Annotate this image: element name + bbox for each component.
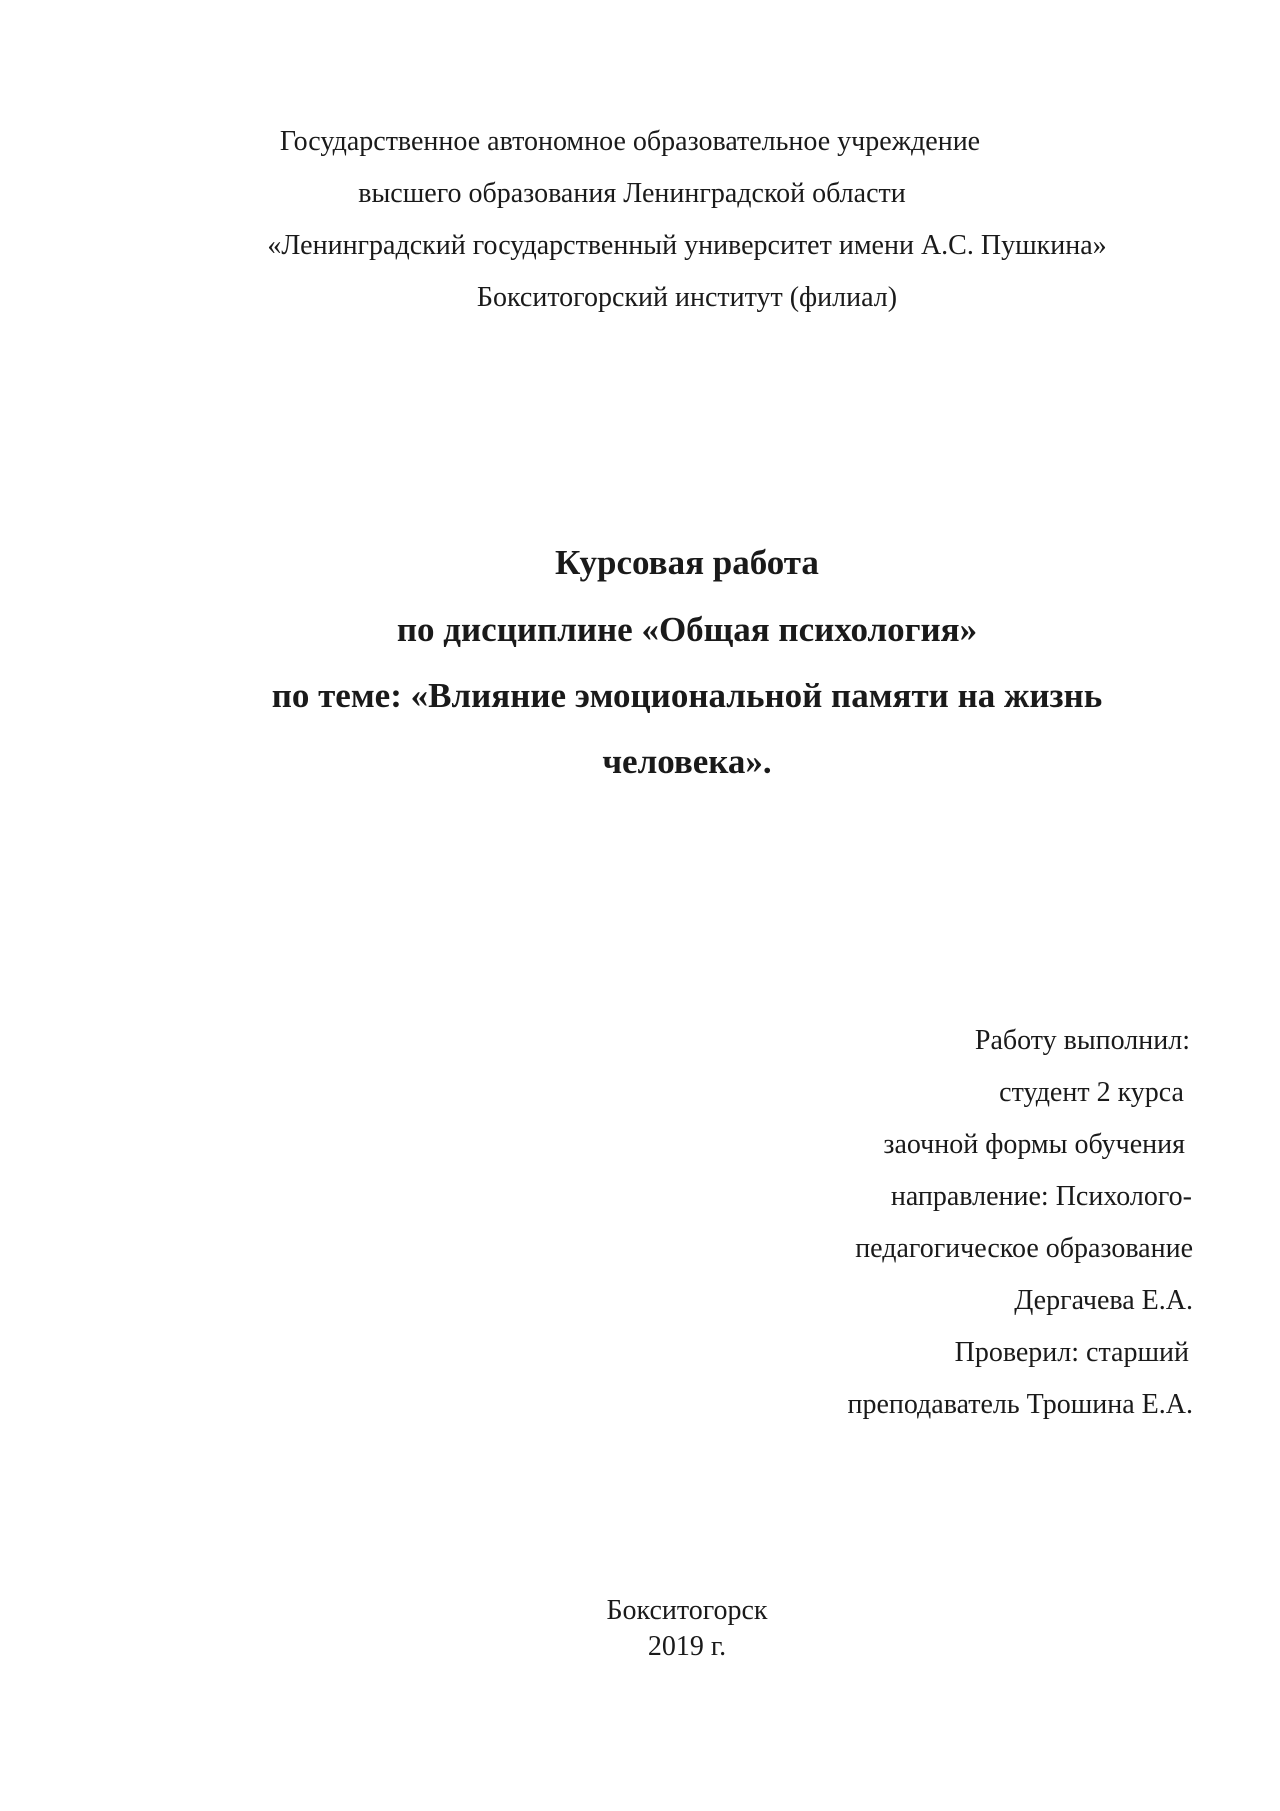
header-line-university: «Ленинградский государственный университет имени А.С. Пушкина» <box>267 230 1107 261</box>
reviewer-name: преподаватель Трошина Е.А. <box>847 1389 1193 1420</box>
footer-year: 2019 г. <box>647 1631 727 1662</box>
author-line-study-form: заочной формы обучения <box>883 1129 1185 1160</box>
header-line-institute: Бокситогорский институт (филиал) <box>476 282 898 313</box>
author-name: Дергачева Е.А. <box>1014 1285 1193 1316</box>
title-line-work-type: Курсовая работа <box>555 543 819 582</box>
reviewer-line-checked-by: Проверил: старший <box>954 1337 1189 1368</box>
title-line-discipline: по дисциплине «Общая психология» <box>396 610 978 649</box>
title-line-topic-continued: человека». <box>602 742 772 781</box>
title-line-topic: по теме: «Влияние эмоциональной памяти на жизнь <box>271 676 1103 715</box>
author-line-course: студент 2 курса <box>999 1077 1184 1108</box>
author-line-direction-continued: педагогическое образование <box>855 1233 1193 1264</box>
author-line-direction: направление: Психолого- <box>890 1181 1192 1212</box>
header-line-organization-type: Государственное автономное образовательное учреждение <box>279 126 981 157</box>
author-line-completed-by: Работу выполнил: <box>974 1025 1190 1056</box>
header-line-region: высшего образования Ленинградской области <box>358 178 906 209</box>
footer-city: Бокситогорск <box>606 1595 768 1626</box>
